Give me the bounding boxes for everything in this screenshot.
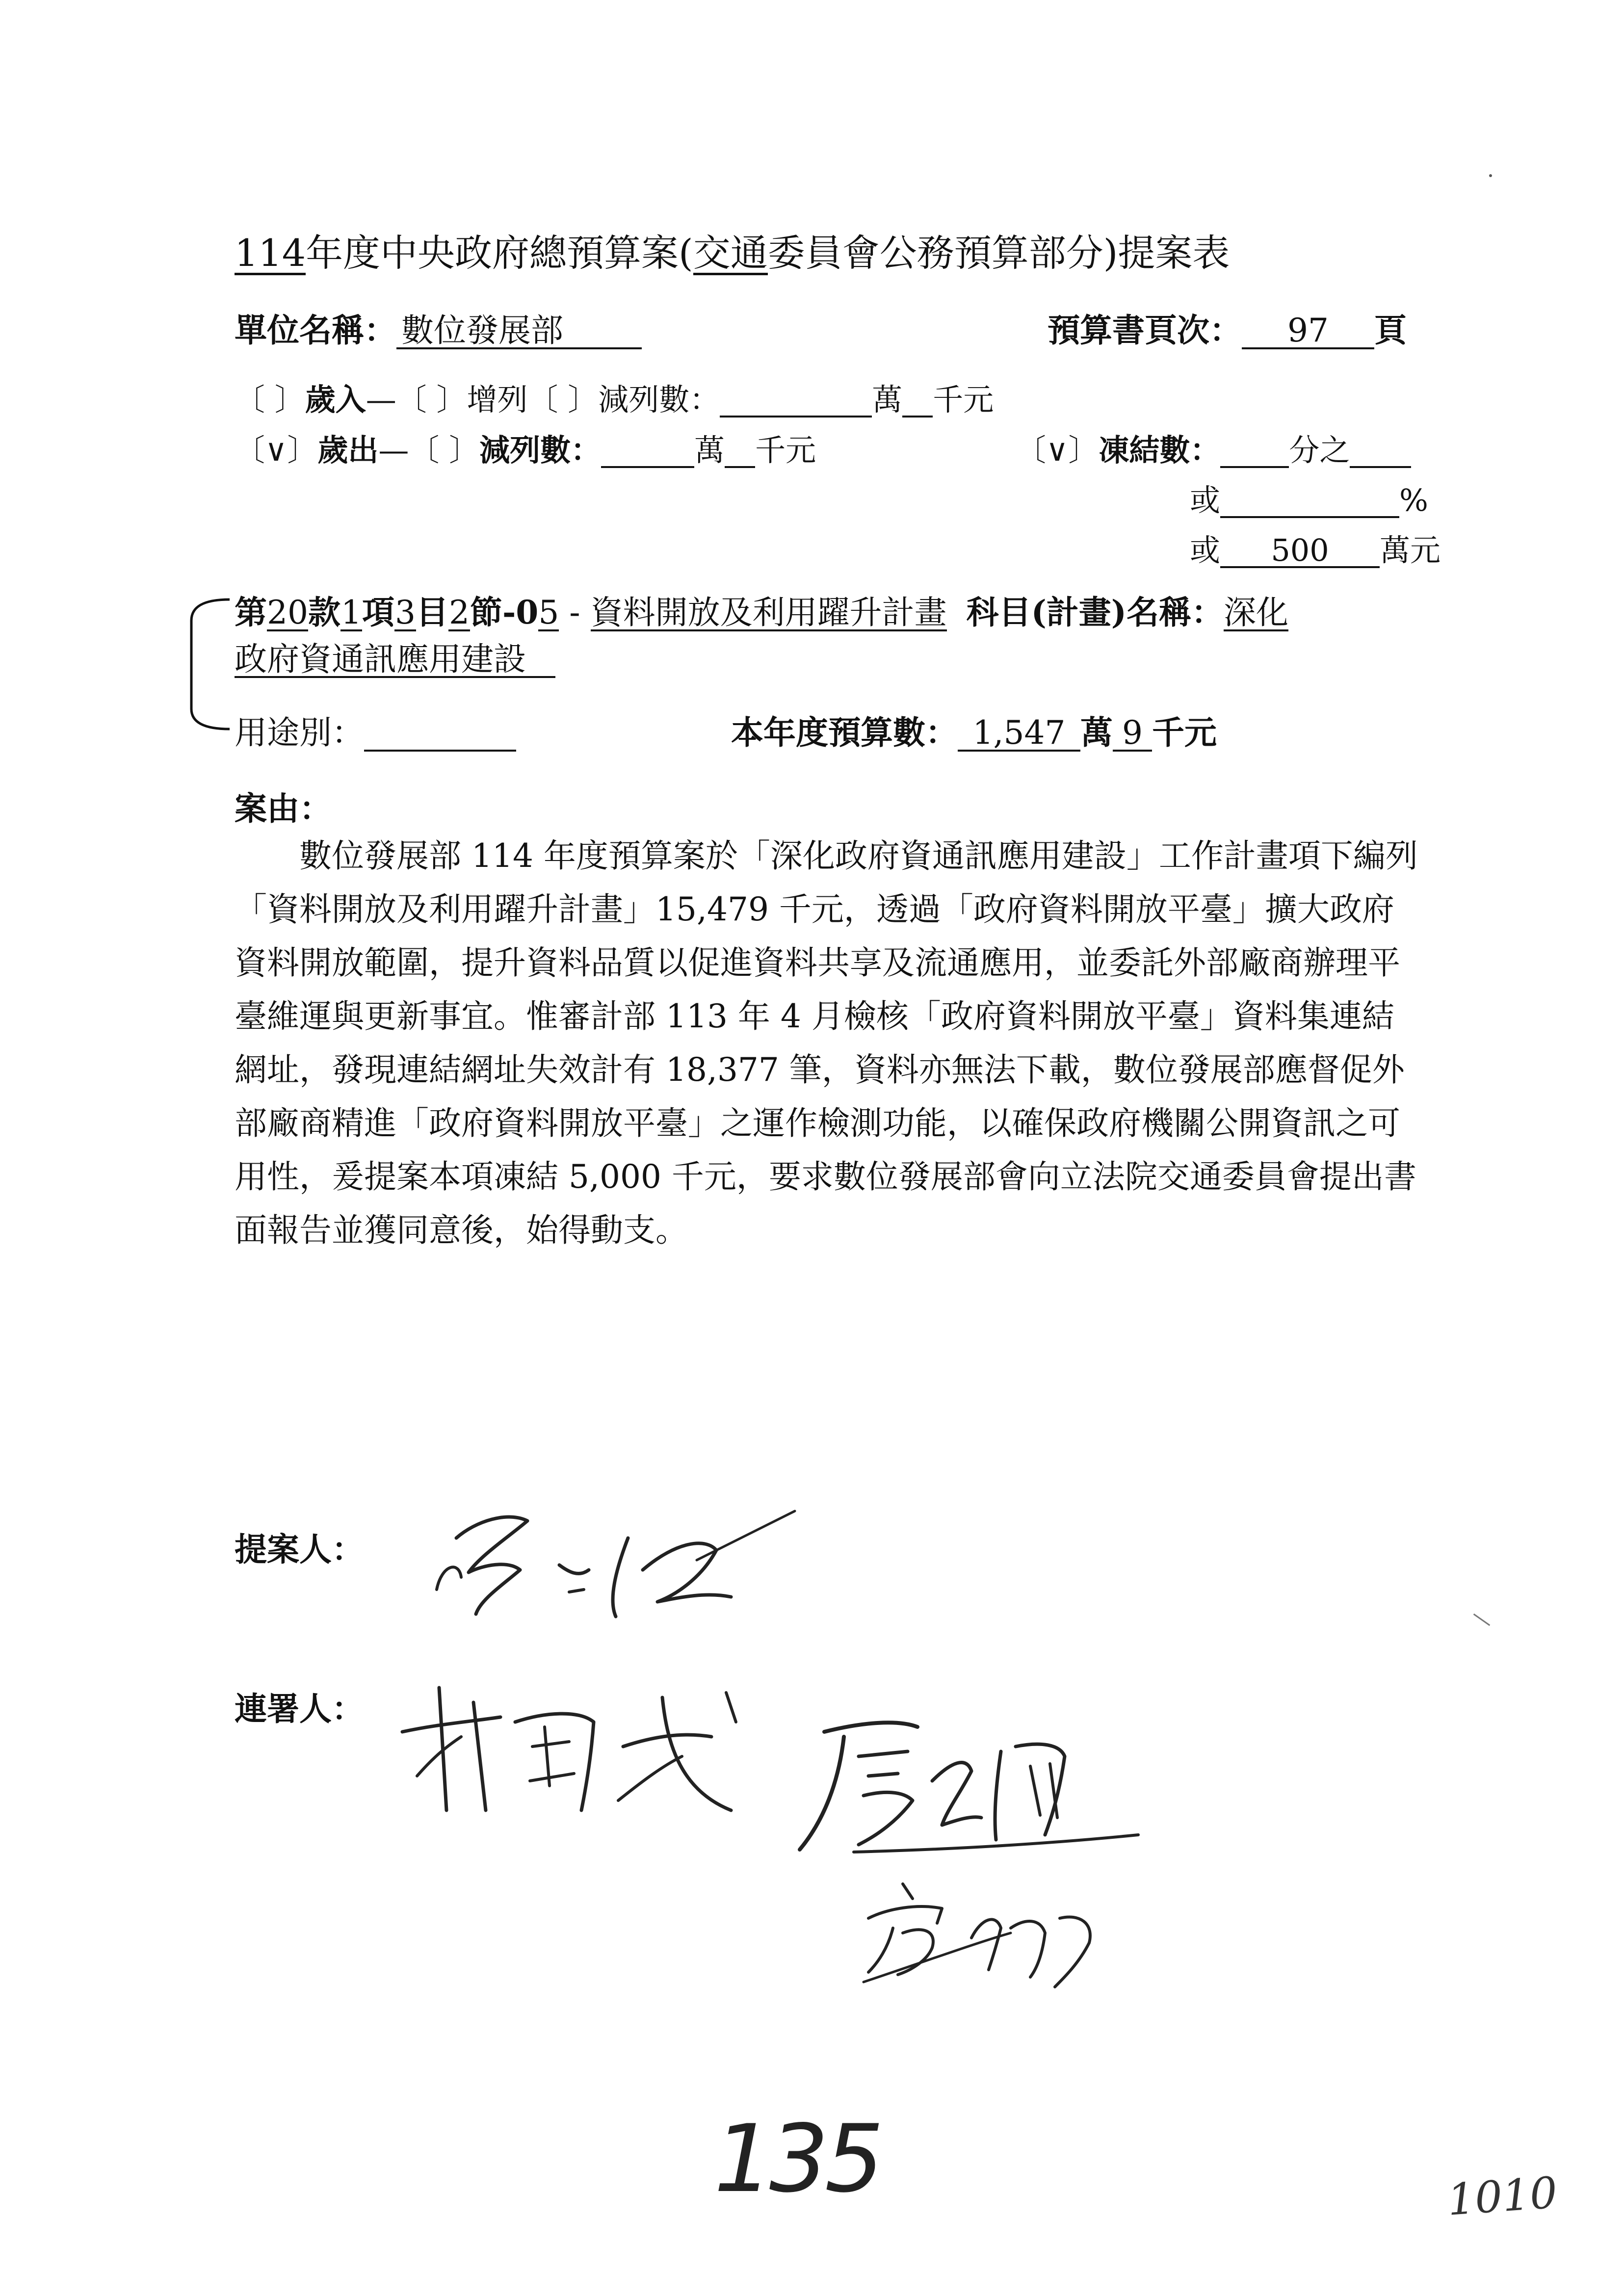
annual-budget-label: 本年度預算數：: [731, 713, 958, 752]
percent-sign: %: [1399, 482, 1428, 518]
freeze-label: 凍結數：: [1099, 432, 1221, 468]
usage-row: [235, 706, 516, 753]
annual-budget-wan-value: 1,547: [958, 716, 1080, 752]
title-part2: 委員會公務預算部分)提案表: [767, 231, 1230, 275]
annual-budget-qian: 千元: [1152, 713, 1217, 752]
budget-page-label: 預算書頁次：: [1048, 311, 1242, 349]
revenue-cut-checkbox: 〔 〕: [527, 382, 599, 417]
revenue-wan-blank: [720, 384, 872, 417]
corner-number: 1010: [1445, 2167, 1559, 2225]
revenue-dash: —: [366, 382, 396, 417]
revenue-qian: 千元: [933, 382, 994, 417]
subject-name-label: 科目(計畫)名稱：: [966, 593, 1224, 631]
unit-name-value: 數位發展部: [396, 313, 642, 349]
expense-wan: 萬: [694, 432, 725, 468]
subject-jie-number: 2: [448, 594, 470, 631]
page-title: [235, 223, 1230, 277]
freeze-row: [1016, 426, 1411, 470]
expense-cut-checkbox: 〔 〕: [409, 432, 480, 468]
revenue-line: [235, 375, 994, 419]
or-amount-label: 或: [1190, 532, 1221, 568]
revenue-qian-blank: [902, 384, 933, 417]
cosigner-signature-3: [849, 1864, 1124, 1992]
cosigner-signature-2: [785, 1702, 1148, 1864]
cosigner-label: 連署人：: [235, 1690, 364, 1728]
freeze-denominator-blank: [1220, 434, 1289, 468]
subject-xiang-number: 1: [341, 594, 362, 631]
or-percent-label: 或: [1190, 482, 1221, 518]
subject-name-b: 政府資通訊應用建設: [235, 642, 555, 678]
cosigner-signature-1: [388, 1663, 760, 1825]
proposer-signature: [422, 1491, 805, 1634]
subject-name-continued: [235, 640, 555, 678]
revenue-cut-label: 減列數：: [598, 382, 720, 417]
budget-page-value: 97: [1242, 313, 1374, 349]
title-part1: 年度中央政府總預算案(: [306, 231, 693, 275]
revenue-label: 歲入: [305, 382, 366, 417]
or-amount-row: [1190, 526, 1441, 570]
scan-speck: [1489, 174, 1492, 177]
subject-di: 第: [235, 593, 267, 631]
annual-budget-wan: 萬: [1080, 713, 1113, 752]
subject-row: [235, 586, 1288, 633]
expense-dash: —: [378, 432, 409, 468]
title-year: 114: [235, 231, 306, 275]
revenue-wan: 萬: [872, 382, 903, 417]
proposer-label: 提案人：: [235, 1530, 364, 1568]
revenue-add-label: 增列: [467, 382, 528, 417]
subject-kuan: 款: [308, 593, 341, 631]
or-amount-value: 500: [1220, 534, 1380, 568]
subject-xiang: 項: [362, 593, 394, 631]
unit-name-label: 單位名稱：: [235, 311, 396, 349]
expense-qian: 千元: [755, 432, 816, 468]
subject-jie: 節-0: [470, 593, 539, 631]
usage-blank: [364, 716, 516, 752]
unit-name-row: [235, 304, 642, 351]
revenue-add-checkbox: 〔 〕: [396, 382, 467, 417]
freeze-checkbox: 〔∨〕: [1016, 432, 1099, 468]
reason-label: 案由：: [235, 789, 332, 828]
usage-label: 用途別：: [235, 714, 364, 752]
subject-kuan-number: 20: [267, 594, 308, 631]
budget-page-row: [1048, 304, 1407, 351]
freeze-numerator-blank: [1350, 434, 1411, 468]
subject-dash: -: [559, 594, 591, 631]
freeze-fraction: 分之: [1289, 432, 1350, 468]
revenue-checkbox: 〔 〕: [235, 382, 305, 417]
expense-cut-label: 減列數：: [479, 432, 602, 468]
subject-name-a: 深化: [1224, 594, 1289, 631]
subject-mu-number: 3: [394, 594, 416, 631]
subject-mu: 目: [416, 593, 448, 631]
or-percent-row: [1190, 476, 1428, 520]
subject-plan: 資料開放及利用躍升計畫: [590, 594, 947, 631]
expense-label: 歲出: [317, 432, 379, 468]
subject-bracket: [181, 594, 239, 736]
or-amount-unit: 萬元: [1380, 532, 1441, 568]
annual-budget-row: [731, 706, 1217, 753]
title-committee: 交通: [693, 231, 768, 275]
scan-mark: [1473, 1614, 1490, 1626]
page-number: 135: [714, 2105, 880, 2213]
expense-line: [235, 426, 816, 470]
subject-jie-sub: 5: [538, 594, 559, 631]
expense-wan-blank: [601, 434, 694, 468]
reason-text: 數位發展部 114 年度預算案於「深化政府資通訊應用建設」工作計畫項下編列「資料開放及利用躍升計畫」15,479 千元，透過「政府資料開放平臺」擴大政府資料開放範圍，提升資料品質以促進資料共享及流通應用，並委託外部廠商辦理平臺維運與更新事宜。惟審計部 113 年 4 月檢核「政府資料開放平臺」資料集連結網址，發現連結網址失效計有 18,377 筆，資料亦無法下載，數位發展部應督促外部廠商精進「政府資料開放平臺」之運作檢測功能，以確保政府機關公開資訊之可用性，爰提案本項凍結 5,000 千元，要求數位發展部會向立法院交通委員會提出書面報告並獲同意後，始得動支。: [235, 837, 1418, 1249]
expense-checkbox: 〔∨〕: [235, 432, 318, 468]
budget-page-unit: 頁: [1374, 311, 1407, 349]
or-percent-blank: [1220, 484, 1399, 518]
expense-qian-blank: [725, 434, 755, 468]
annual-budget-qian-value: 9: [1113, 716, 1152, 752]
